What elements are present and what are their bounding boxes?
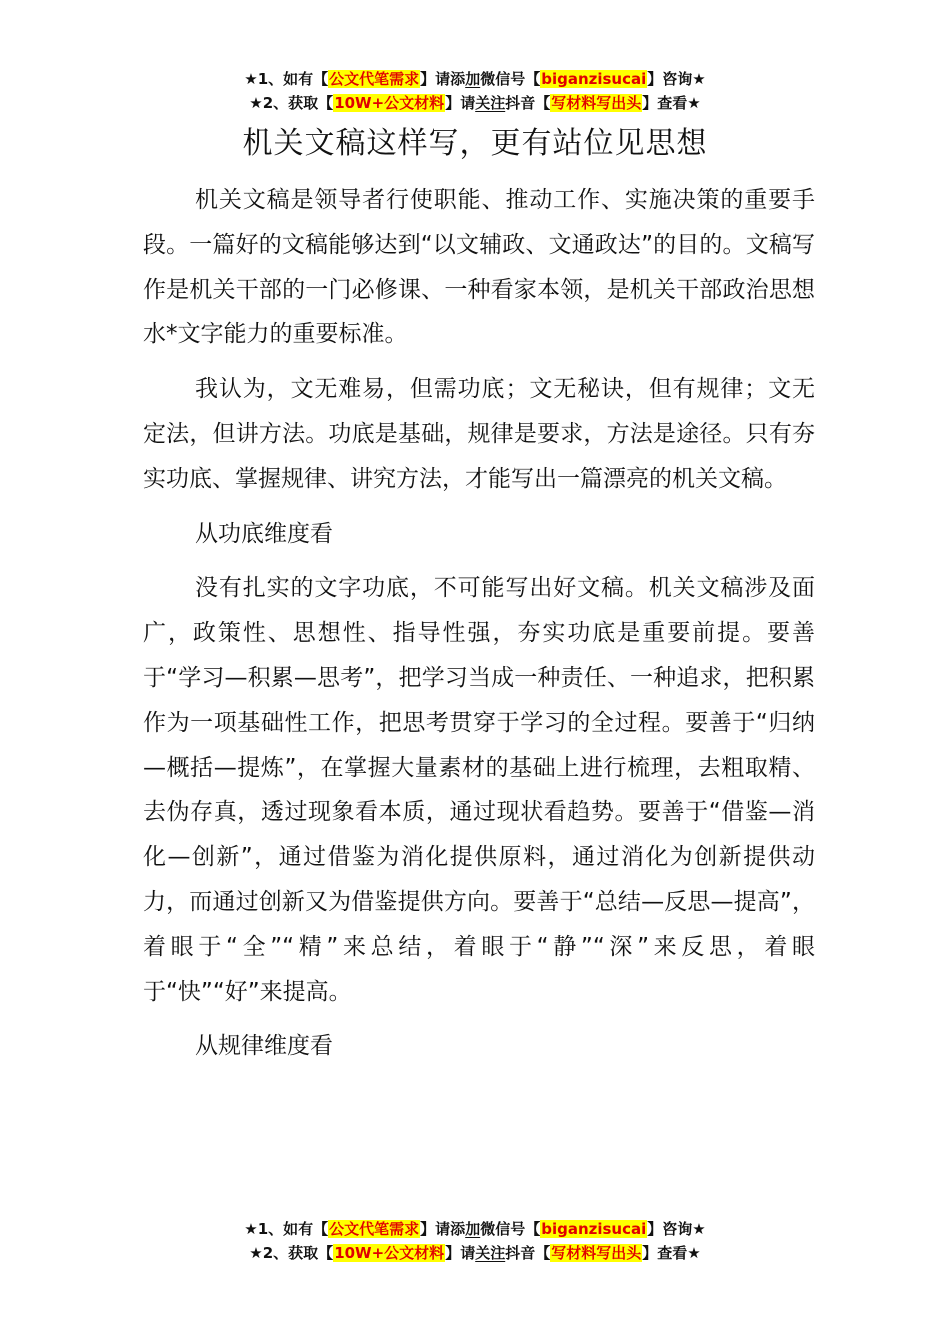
section-heading-rules: 从规律维度看 bbox=[195, 1033, 333, 1060]
promo-text: 】查看★ bbox=[642, 94, 701, 112]
section-heading-foundation: 从功底维度看 bbox=[195, 520, 333, 547]
promo-text: ★1、如有【 bbox=[244, 1220, 329, 1238]
highlight-service: 公文代笔需求 bbox=[329, 1220, 420, 1238]
promo-text: 】咨询★ bbox=[647, 1220, 706, 1238]
promo-text: 】请添 bbox=[420, 70, 466, 88]
highlight-materials: 10W+公文材料 bbox=[334, 1244, 445, 1262]
promo-line-1 bbox=[0, 67, 950, 91]
document-title: 机关文稿这样写，更有站位见思想 bbox=[242, 126, 708, 161]
promo-banner-top bbox=[0, 67, 950, 115]
promo-line-2 bbox=[0, 91, 950, 115]
promo-line-2 bbox=[0, 1241, 950, 1265]
paragraph-view: 我认为，文无难易，但需功底；文无秘诀，但有规律；文无定法，但讲方法。功底是基础，规律是要求，方法是途径。只有夯实功底、掌握规律、讲究方法，才能写出一篇漂亮的机关文稿。 bbox=[143, 376, 815, 492]
document-body bbox=[143, 178, 815, 1079]
promo-text: 】咨询★ bbox=[647, 70, 706, 88]
highlight-service: 公文代笔需求 bbox=[329, 70, 420, 88]
promo-text: 】请添 bbox=[420, 1220, 466, 1238]
promo-text: 】请 bbox=[445, 94, 476, 112]
promo-text-underlined: 加 bbox=[465, 70, 481, 88]
promo-text: ★2、获取【 bbox=[249, 1244, 334, 1262]
highlight-wechat-id: biganzisucai bbox=[541, 70, 647, 88]
promo-text: 抖音【 bbox=[505, 94, 551, 112]
paragraph-intro: 机关文稿是领导者行使职能、推动工作、实施决策的重要手段。一篇好的文稿能够达到“以文辅政、文通政达”的目的。文稿写作是机关干部的一门必修课、一种看家本领，是机关干部政治思想水*文字能力的重要标准。 bbox=[143, 187, 815, 348]
promo-text: 】请 bbox=[445, 1244, 476, 1262]
promo-text: 微信号【 bbox=[480, 1220, 541, 1238]
highlight-douyin: 写材料写出头 bbox=[551, 94, 642, 112]
highlight-douyin: 写材料写出头 bbox=[551, 1244, 642, 1262]
paragraph-foundation: 没有扎实的文字功底，不可能写出好文稿。机关文稿涉及面广，政策性、思想性、指导性强，夯实功底是重要前提。要善于“学习—积累—思考”，把学习当成一种责任、一种追求，把积累作为一项基础性工作，把思考贯穿于学习的全过程。要善于“归纳—概括—提炼”，在掌握大量素材的基础上进行梳理，去粗取精、去伪存真，透过现象看本质，通过现状看趋势。要善于“借鉴—消化—创新”，通过借鉴为消化提供原料，通过消化为创新提供动力，而通过创新又为借鉴提供方向。要善于“总结—反思—提高”，着眼于“全”“精”来总结，着眼于“静”“深”来反思，着眼于“快”“好”来提高。 bbox=[143, 575, 815, 1005]
promo-text: 抖音【 bbox=[505, 1244, 551, 1262]
promo-banner-bottom bbox=[0, 1217, 950, 1265]
highlight-wechat-id: biganzisucai bbox=[541, 1220, 647, 1238]
highlight-materials: 10W+公文材料 bbox=[334, 94, 445, 112]
promo-text-underlined: 关注 bbox=[475, 1244, 506, 1262]
promo-text-underlined: 加 bbox=[465, 1220, 481, 1238]
promo-text: 微信号【 bbox=[480, 70, 541, 88]
promo-text-underlined: 关注 bbox=[475, 94, 506, 112]
promo-text: 】查看★ bbox=[642, 1244, 701, 1262]
promo-text: ★1、如有【 bbox=[244, 70, 329, 88]
promo-line-1 bbox=[0, 1217, 950, 1241]
promo-text: ★2、获取【 bbox=[249, 94, 334, 112]
